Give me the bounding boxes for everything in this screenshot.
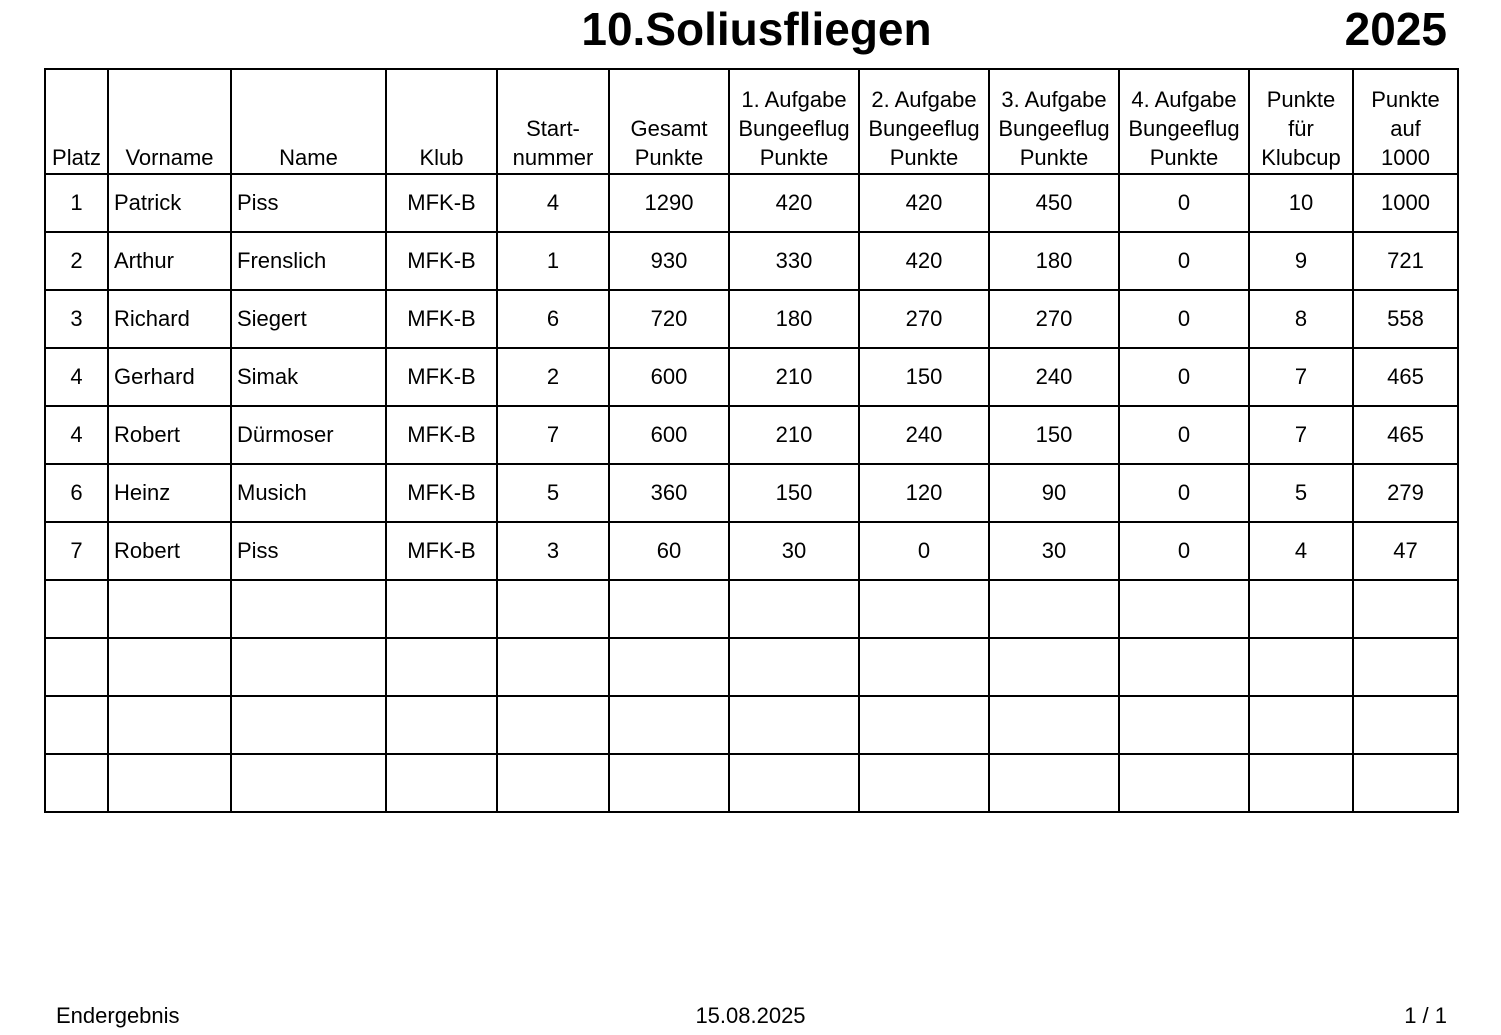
table-row [45,638,1458,696]
cell-gesamt-punkte: 720 [609,290,729,348]
header-line: Punkte [1019,145,1089,170]
cell-klub: MFK-B [386,406,497,464]
cell-gesamt-punkte: 600 [609,406,729,464]
cell-punkte-auf-1000: 558 [1353,290,1458,348]
cell-punkte-auf-1000: 279 [1353,464,1458,522]
cell-punkte-klubcup [1249,696,1353,754]
cell-punkte-auf-1000 [1353,580,1458,638]
header-line: für [1288,116,1314,141]
cell-aufgabe-4 [1119,754,1249,812]
cell-gesamt-punkte [609,754,729,812]
cell-klub: MFK-B [386,174,497,232]
cell-platz [45,638,108,696]
footer-date: 15.08.2025 [695,1003,806,1028]
cell-aufgabe-2 [859,580,989,638]
cell-punkte-klubcup: 8 [1249,290,1353,348]
cell-aufgabe-4 [1119,696,1249,754]
cell-aufgabe-3: 270 [989,290,1119,348]
table-row [45,232,1458,290]
table-row [45,522,1458,580]
cell-klub [386,580,497,638]
cell-vorname: Robert [108,522,231,580]
cell-klub [386,638,497,696]
cell-name: Piss [231,522,386,580]
cell-punkte-auf-1000 [1353,696,1458,754]
cell-platz: 7 [45,522,108,580]
cell-name [231,580,386,638]
cell-aufgabe-4: 0 [1119,290,1249,348]
cell-klub: MFK-B [386,348,497,406]
cell-aufgabe-1: 180 [729,290,859,348]
cell-aufgabe-1: 150 [729,464,859,522]
cell-klub: MFK-B [386,232,497,290]
cell-aufgabe-1 [729,638,859,696]
cell-aufgabe-4: 0 [1119,464,1249,522]
table-header [45,69,1458,174]
header-gesamt-punkte [609,69,729,174]
cell-gesamt-punkte [609,638,729,696]
cell-name [231,638,386,696]
cell-aufgabe-2: 270 [859,290,989,348]
cell-aufgabe-1: 210 [729,406,859,464]
cell-name [231,696,386,754]
cell-punkte-auf-1000: 47 [1353,522,1458,580]
header-line: auf [1390,116,1421,141]
cell-startnummer: 3 [497,522,609,580]
cell-aufgabe-2 [859,754,989,812]
cell-aufgabe-2: 420 [859,232,989,290]
cell-startnummer [497,754,609,812]
cell-platz: 4 [45,406,108,464]
cell-startnummer [497,696,609,754]
cell-aufgabe-2 [859,696,989,754]
cell-punkte-klubcup [1249,638,1353,696]
cell-startnummer: 7 [497,406,609,464]
cell-klub: MFK-B [386,290,497,348]
cell-name: Dürmoser [231,406,386,464]
cell-vorname: Richard [108,290,231,348]
header-vorname [108,69,231,174]
cell-gesamt-punkte: 60 [609,522,729,580]
header-line: 2. Aufgabe [871,87,977,112]
header-line: Punkte [759,145,829,170]
cell-vorname [108,580,231,638]
header-startnummer [497,69,609,174]
header-line: Bungeeflug [868,116,980,141]
header-line: Punkte [1266,87,1336,112]
cell-aufgabe-3: 30 [989,522,1119,580]
header-line: 1. Aufgabe [741,87,847,112]
page-year: 2025 [1344,3,1447,55]
header-line: Gesamt [630,116,708,141]
cell-punkte-auf-1000: 465 [1353,348,1458,406]
cell-aufgabe-3 [989,754,1119,812]
cell-punkte-auf-1000 [1353,638,1458,696]
cell-gesamt-punkte: 360 [609,464,729,522]
cell-vorname: Heinz [108,464,231,522]
cell-klub [386,696,497,754]
cell-name [231,754,386,812]
cell-platz: 4 [45,348,108,406]
cell-gesamt-punkte [609,580,729,638]
cell-name: Piss [231,174,386,232]
cell-startnummer: 4 [497,174,609,232]
cell-aufgabe-2: 420 [859,174,989,232]
cell-platz: 3 [45,290,108,348]
cell-punkte-klubcup: 7 [1249,406,1353,464]
header-line: Punkte [1371,87,1440,112]
cell-gesamt-punkte: 600 [609,348,729,406]
cell-name: Siegert [231,290,386,348]
cell-punkte-auf-1000 [1353,754,1458,812]
cell-aufgabe-4 [1119,638,1249,696]
cell-startnummer: 5 [497,464,609,522]
cell-aufgabe-2 [859,638,989,696]
cell-punkte-klubcup: 5 [1249,464,1353,522]
table-body [45,174,1458,812]
header-punkte-klubcup [1249,69,1353,174]
cell-startnummer: 6 [497,290,609,348]
header-aufgabe-3 [989,69,1119,174]
table-row [45,290,1458,348]
cell-platz: 6 [45,464,108,522]
cell-aufgabe-3 [989,580,1119,638]
cell-aufgabe-3: 90 [989,464,1119,522]
header-name [231,69,386,174]
cell-punkte-klubcup [1249,754,1353,812]
cell-aufgabe-1: 330 [729,232,859,290]
cell-aufgabe-3: 240 [989,348,1119,406]
cell-aufgabe-4: 0 [1119,406,1249,464]
cell-punkte-auf-1000: 1000 [1353,174,1458,232]
header-line: Bungeeflug [738,116,850,141]
cell-gesamt-punkte: 1290 [609,174,729,232]
cell-aufgabe-2: 0 [859,522,989,580]
cell-punkte-klubcup: 9 [1249,232,1353,290]
cell-aufgabe-1: 30 [729,522,859,580]
cell-startnummer: 2 [497,348,609,406]
cell-aufgabe-1 [729,696,859,754]
cell-vorname [108,638,231,696]
cell-klub [386,754,497,812]
footer-page-number: 1 / 1 [1404,1003,1447,1028]
table-row [45,696,1458,754]
cell-vorname: Gerhard [108,348,231,406]
header-line: nummer [512,145,594,170]
cell-platz: 2 [45,232,108,290]
cell-aufgabe-3: 450 [989,174,1119,232]
cell-vorname: Patrick [108,174,231,232]
cell-aufgabe-1: 210 [729,348,859,406]
cell-name: Musich [231,464,386,522]
cell-aufgabe-3 [989,638,1119,696]
cell-aufgabe-4: 0 [1119,232,1249,290]
cell-punkte-klubcup [1249,580,1353,638]
cell-aufgabe-3: 180 [989,232,1119,290]
page-title: 10.Soliusfliegen [581,3,932,55]
header-line: Klubcup [1261,145,1341,170]
header-line: 4. Aufgabe [1131,87,1237,112]
cell-aufgabe-4: 0 [1119,522,1249,580]
cell-startnummer: 1 [497,232,609,290]
cell-aufgabe-2: 240 [859,406,989,464]
cell-aufgabe-3: 150 [989,406,1119,464]
table-row [45,406,1458,464]
header-line: Bungeeflug [998,116,1110,141]
cell-name: Simak [231,348,386,406]
cell-klub: MFK-B [386,522,497,580]
cell-vorname: Arthur [108,232,231,290]
header-line: Punkte [634,145,704,170]
cell-aufgabe-1: 420 [729,174,859,232]
header-line: 3. Aufgabe [1001,87,1107,112]
header-line: Bungeeflug [1128,116,1240,141]
table-row [45,754,1458,812]
cell-startnummer [497,580,609,638]
cell-gesamt-punkte [609,696,729,754]
cell-aufgabe-2: 150 [859,348,989,406]
cell-aufgabe-4: 0 [1119,348,1249,406]
cell-aufgabe-1 [729,580,859,638]
table-row [45,174,1458,232]
cell-aufgabe-2: 120 [859,464,989,522]
header-line: 1000 [1381,145,1430,170]
header-line: Name [279,145,338,170]
cell-platz [45,580,108,638]
header-line: Punkte [1149,145,1219,170]
cell-punkte-klubcup: 4 [1249,522,1353,580]
cell-klub: MFK-B [386,464,497,522]
header-line: Platz [52,145,101,170]
cell-aufgabe-1 [729,754,859,812]
header-platz [45,69,108,174]
header-line: Vorname [125,145,214,170]
cell-startnummer [497,638,609,696]
cell-aufgabe-4 [1119,580,1249,638]
cell-punkte-klubcup: 10 [1249,174,1353,232]
cell-gesamt-punkte: 930 [609,232,729,290]
header-line: Klub [419,145,464,170]
table-row [45,580,1458,638]
table-row [45,348,1458,406]
header-aufgabe-2 [859,69,989,174]
results-table [44,68,1459,813]
cell-aufgabe-3 [989,696,1119,754]
cell-vorname: Robert [108,406,231,464]
cell-punkte-auf-1000: 721 [1353,232,1458,290]
header-aufgabe-4 [1119,69,1249,174]
table-row [45,464,1458,522]
header-punkte-auf-1000 [1353,69,1458,174]
header-line: Punkte [889,145,959,170]
header-klub [386,69,497,174]
cell-aufgabe-4: 0 [1119,174,1249,232]
cell-name: Frenslich [231,232,386,290]
cell-platz [45,696,108,754]
header-row [45,69,1458,174]
footer-status: Endergebnis [56,1003,180,1028]
cell-punkte-auf-1000: 465 [1353,406,1458,464]
cell-platz [45,754,108,812]
cell-vorname [108,696,231,754]
cell-platz: 1 [45,174,108,232]
header-line: Start- [526,116,580,141]
header-aufgabe-1 [729,69,859,174]
cell-vorname [108,754,231,812]
cell-punkte-klubcup: 7 [1249,348,1353,406]
